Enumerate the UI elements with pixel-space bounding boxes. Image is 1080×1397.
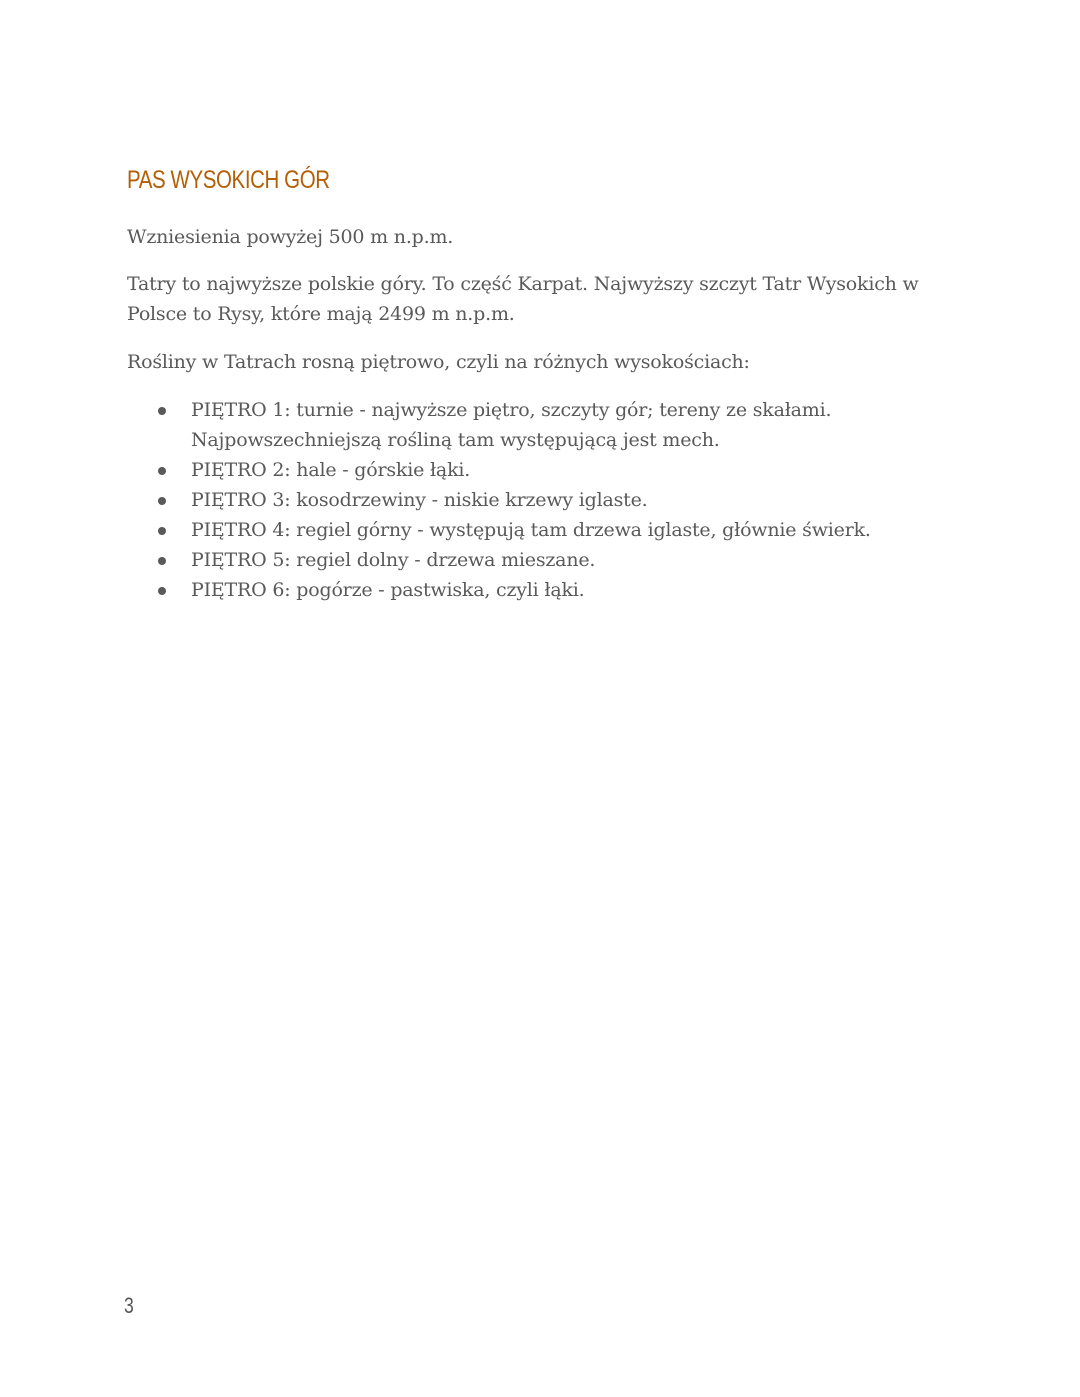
bullet-icon: [158, 497, 166, 505]
page-number: 3: [124, 1293, 134, 1318]
bullet-icon: [158, 527, 166, 535]
vegetation-zones-list: [155, 395, 935, 605]
zone-text: PIĘTRO 2: hale - górskie łąki.: [191, 459, 471, 481]
section-heading: PAS WYSOKICH GÓR: [127, 166, 330, 194]
list-item: [155, 575, 935, 605]
zone-text: PIĘTRO 4: regiel górny - występują tam drzewa iglaste, głównie świerk.: [191, 519, 871, 541]
zone-text: PIĘTRO 1: turnie - najwyższe piętro, szczyty gór; tereny ze skałami. Najpowszechniejszą rośliną tam występującą jest mech.: [191, 399, 832, 451]
bullet-icon: [158, 407, 166, 415]
zone-text: PIĘTRO 3: kosodrzewiny - niskie krzewy iglaste.: [191, 489, 648, 511]
bullet-icon: [158, 587, 166, 595]
list-item: [155, 515, 935, 545]
list-item: [155, 455, 935, 485]
intro-paragraph: Tatry to najwyższe polskie góry. To część Karpat. Najwyższy szczyt Tatr Wysokich w Polsce to Rysy, które mają 2499 m n.p.m.: [127, 273, 919, 325]
list-item: [155, 395, 935, 455]
list-item: [155, 485, 935, 515]
zones-intro: Rośliny w Tatrach rosną piętrowo, czyli na różnych wysokościach:: [127, 351, 750, 373]
zone-text: PIĘTRO 6: pogórze - pastwiska, czyli łąki.: [191, 579, 585, 601]
zone-text: PIĘTRO 5: regiel dolny - drzewa mieszane.: [191, 549, 596, 571]
list-item: [155, 545, 935, 575]
bullet-icon: [158, 557, 166, 565]
bullet-icon: [158, 467, 166, 475]
elevation-note: Wzniesienia powyżej 500 m n.p.m.: [127, 226, 454, 248]
